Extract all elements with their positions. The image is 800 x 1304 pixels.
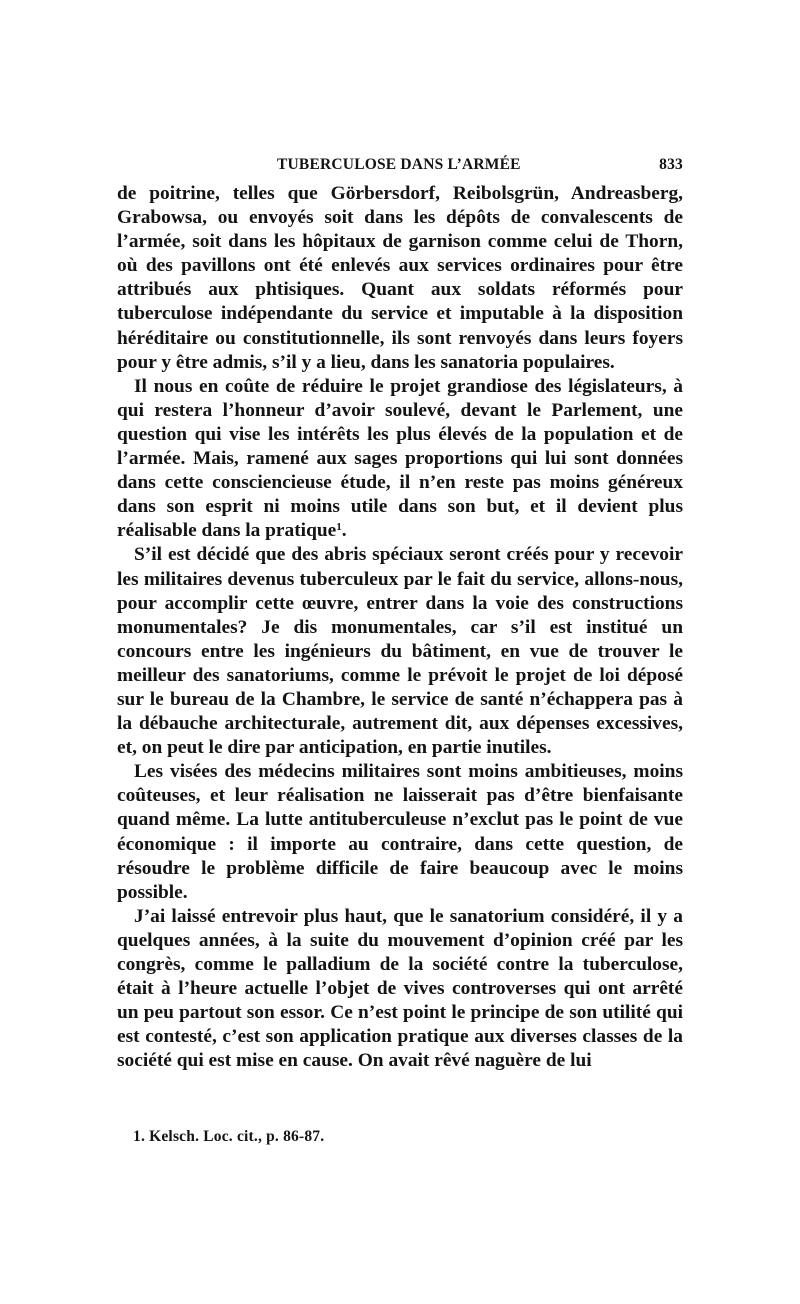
- paragraph: [117, 543, 683, 760]
- paragraph-text: J’ai laissé entrevoir plus haut, que le sanatorium considéré, il y a quelques années, à la suite du mouvement d’opinion créé par les congrès, comme le palladium de la société contre la tuberculose, était à l’heure actuelle l’objet de vives controverses qui ont arrêté un peu partout son essor. Ce n’est point le principe de son utilité qui est contesté, c’est son application pratique aux diverses classes de la société qui est mise en cause. On avait rêvé naguère de lui: [117, 905, 683, 1072]
- page-number: 833: [659, 156, 683, 173]
- paragraph: [117, 182, 683, 375]
- paragraph-text: de poitrine, telles que Görbersdorf, Reibolsgrün, Andreasberg, Grabowsa, ou envoyés soit dans les dépôts de convalescents de l’armée, soit dans les hôpitaux de garnison comme celui de Thorn, où des pavillons ont été enlevés aux services ordinaires pour être attribués aux phtisiques. Quant aux soldats réformés pour tuberculose indépendante du service et imputable à la disposition héréditaire ou constitutionnelle, ils sont renvoyés dans leurs foyers pour y être admis, s’il y a lieu, dans les sanatoria populaires.: [117, 183, 683, 373]
- paragraph: [117, 760, 683, 905]
- paragraph-text: Les visées des médecins militaires sont moins ambitieuses, moins coûteuses, et leur réalisation ne laisserait pas d’être bienfaisante quand même. La lutte antituberculeuse n’exclut pas le point de vue économique : il importe au contraire, dans cette question, de résoudre le problème difficile de faire beaucoup avec le moins possible.: [117, 761, 683, 903]
- paragraph-text: Il nous en coûte de réduire le projet grandiose des législateurs, à qui restera l’honneur d’avoir soulevé, devant le Parlement, une question qui vise les intérêts les plus élevés de la population et de l’armée. Mais, ramené aux sages proportions qui lui sont données dans cette consciencieuse étude, il n’en reste pas moins généreux dans son esprit ni moins utile dans son but, et il devient plus réalisable dans la pratique: [117, 375, 683, 542]
- footnote-marker[interactable]: 1: [336, 521, 342, 534]
- running-header: [117, 156, 683, 174]
- paragraph-tail: .: [341, 520, 347, 542]
- paragraph: [117, 905, 683, 1074]
- footnote: 1. Kelsch. Loc. cit., p. 86-87.: [133, 1128, 325, 1145]
- running-title: TUBERCULOSE DANS L’ARMÉE: [277, 156, 521, 173]
- body-text: [117, 182, 683, 1073]
- paragraph: [117, 375, 683, 544]
- paragraph-text: S’il est décidé que des abris spéciaux seront créés pour y recevoir les militaires devenus tuberculeux par le fait du service, allons-nous, pour accomplir cette œuvre, entrer dans la voie des constructions monumentales? Je dis monumentales, car s’il est institué un concours entre les ingénieurs du bâtiment, en vue de trouver le meilleur des sanatoriums, comme le prévoit le projet de loi déposé sur le bureau de la Chambre, le service de santé n’échappera pas à la débauche architecturale, autrement dit, aux dépenses excessives, et, on peut le dire par anticipation, en partie inutiles.: [117, 544, 683, 759]
